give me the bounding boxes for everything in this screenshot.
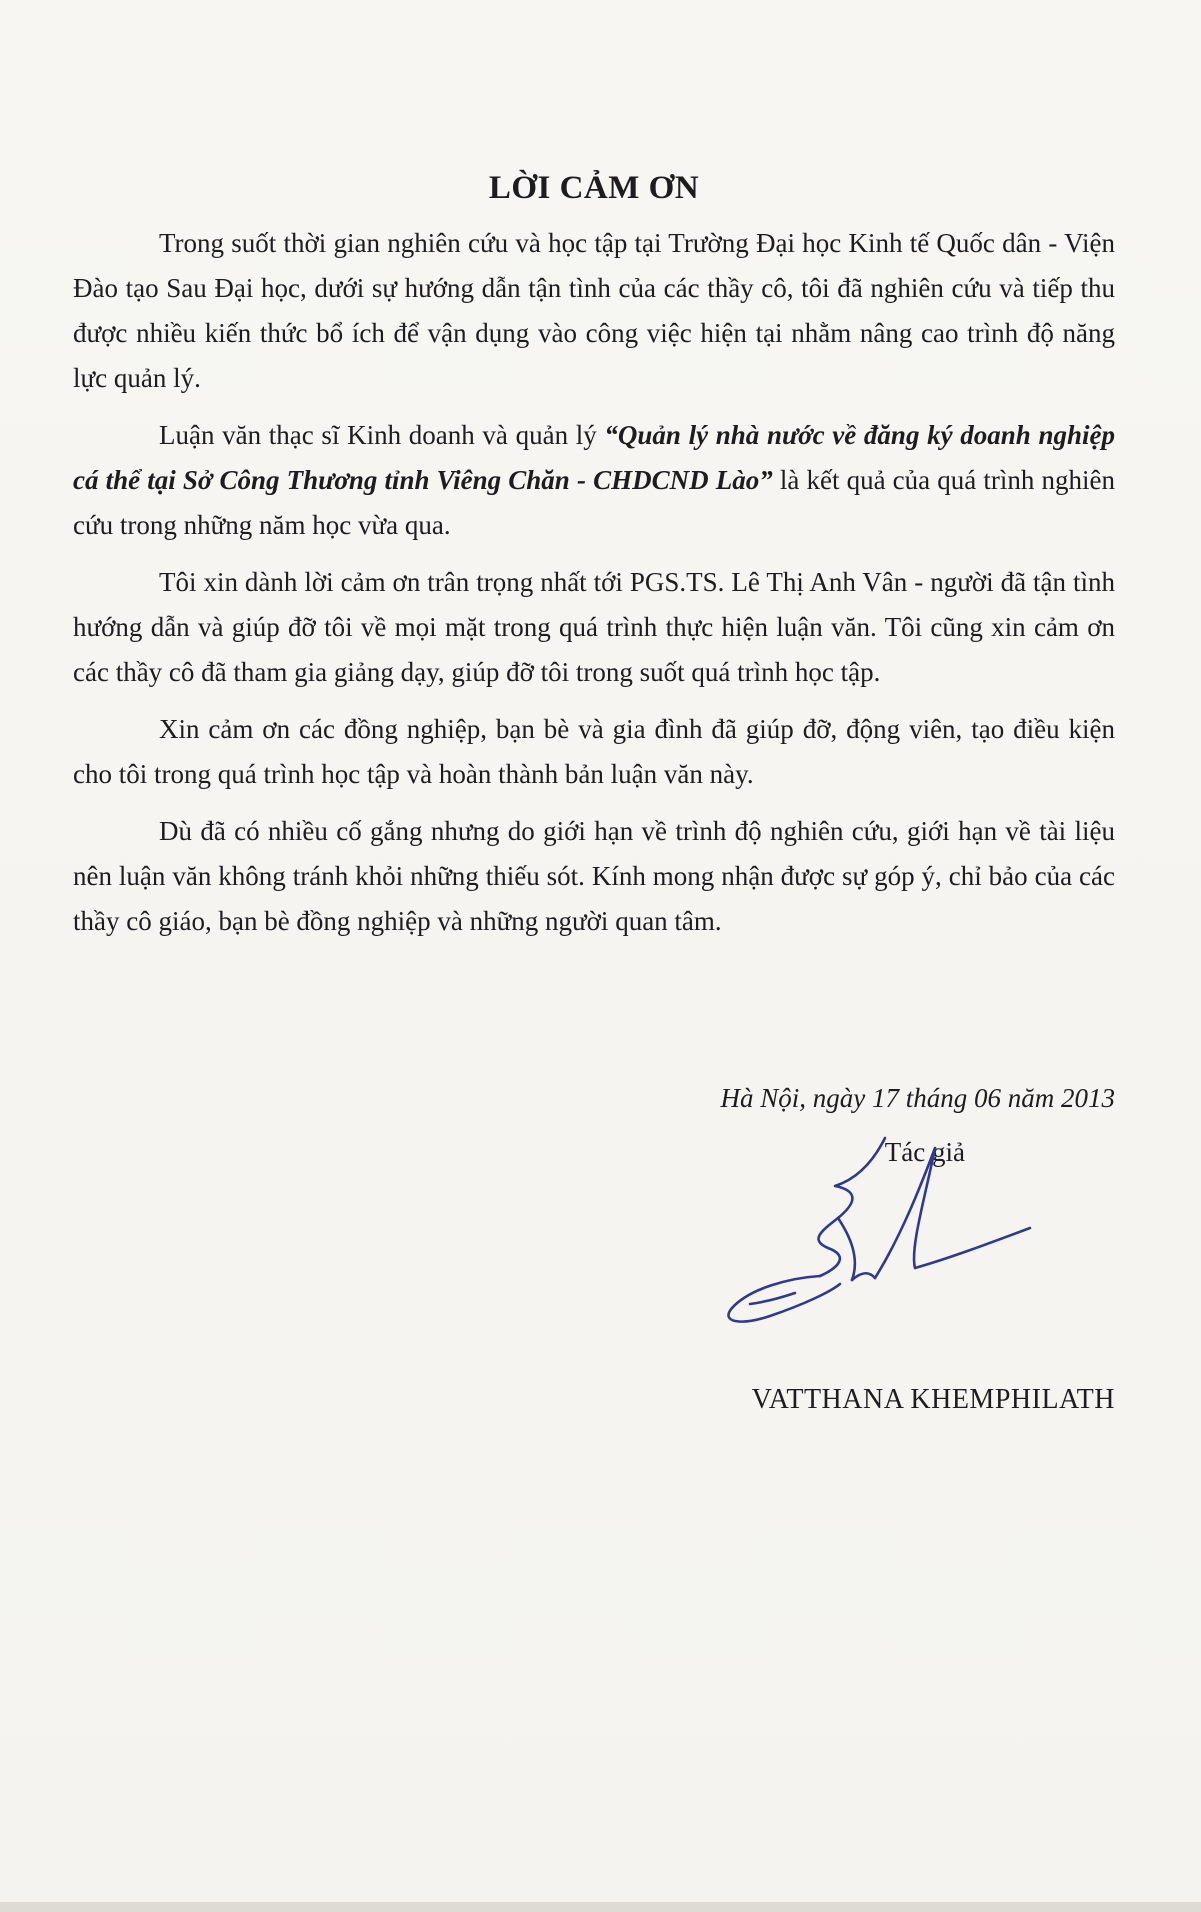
page-title: LỜI CẢM ƠN [488, 170, 700, 206]
paragraph-colleagues-thanks: Xin cảm ơn các đồng nghiệp, bạn bè và gia đình đã giúp đỡ, động viên, tạo điều kiện cho tôi trong quá trình học tập và hoàn thành bản luận văn này. [73, 714, 1115, 789]
author-label: Tác giả [884, 1137, 965, 1167]
paragraph-thesis [73, 413, 1115, 548]
date-line: Hà Nội, ngày 17 tháng 06 năm 2013 [720, 1083, 1115, 1113]
thesis-outro-text: là kết quả của quá trình nghiên cứu trong những năm học vừa qua. [73, 465, 1115, 540]
thesis-intro-text: Luận văn thạc sĩ Kinh doanh và quản lý [159, 420, 605, 450]
paragraph-limitations: Dù đã có nhiều cố gắng nhưng do giới hạn về trình độ nghiên cứu, giới hạn về tài liệu nên luận văn không tránh khỏi những thiếu sót. Kính mong nhận được sự góp ý, chỉ bảo của các thầy cô giáo, bạn bè đồng nghiệp và những người quan tâm. [73, 816, 1115, 936]
thesis-title: “Quản lý nhà nước về đăng ký doanh nghiệp cá thể tại Sở Công Thương tỉnh Viêng Chăn - CHDCND Lào” [73, 420, 1115, 495]
document-body [73, 170, 1115, 956]
paragraph-study-context: Trong suốt thời gian nghiên cứu và học tập tại Trường Đại học Kinh tế Quốc dân - Viện Đào tạo Sau Đại học, dưới sự hướng dẫn tận tình của các thầy cô, tôi đã nghiên cứu và tiếp thu được nhiều kiến thức bổ ích để vận dụng vào công việc hiện tại nhằm nâng cao trình độ năng lực quản lý. [73, 228, 1115, 393]
signature-image [710, 1108, 1040, 1358]
paragraph-advisor-thanks: Tôi xin dành lời cảm ơn trân trọng nhất tới PGS.TS. Lê Thị Anh Vân - người đã tận tình hướng dẫn và giúp đỡ tôi về mọi mặt trong quá trình thực hiện luận văn. Tôi cũng xin cảm ơn các thầy cô đã tham gia giảng dạy, giúp đỡ tôi trong suốt quá trình học tập. [73, 567, 1115, 687]
page-bottom-edge [0, 1902, 1201, 1912]
author-name: VATTHANA KHEMPHILATH [751, 1384, 1115, 1415]
